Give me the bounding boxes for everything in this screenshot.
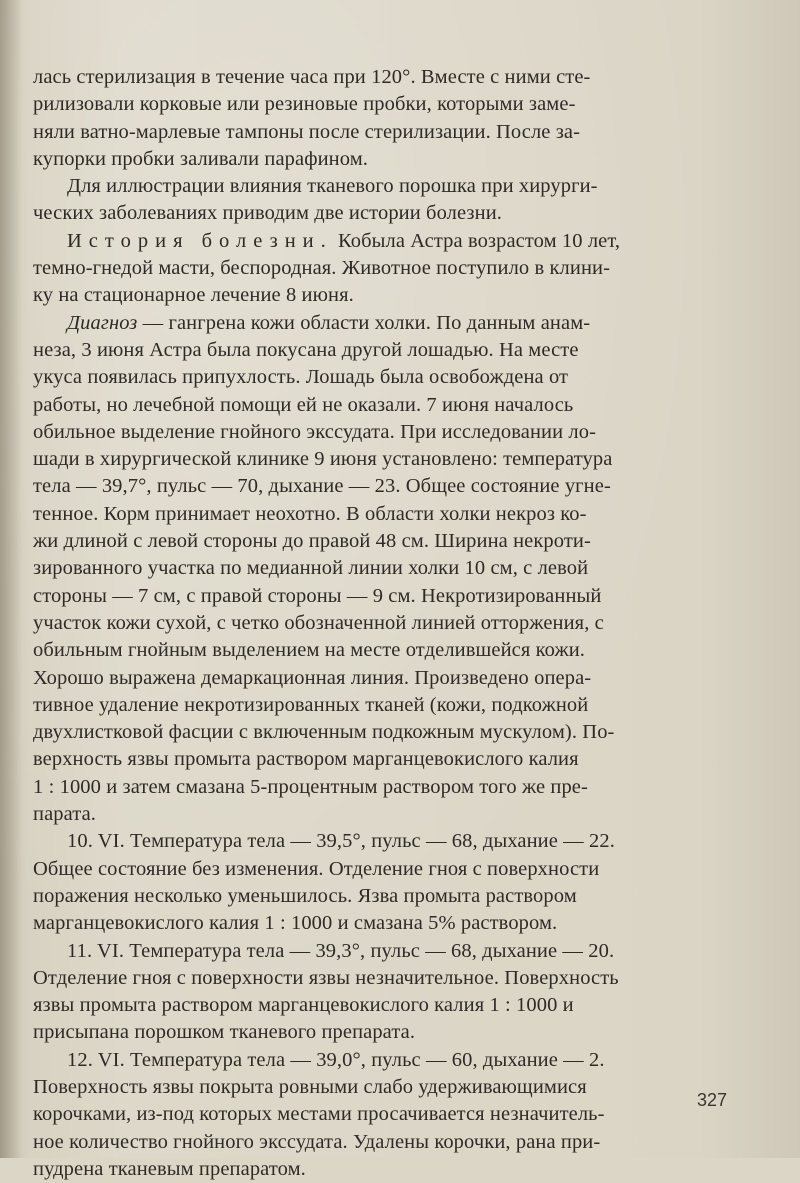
text-line xyxy=(33,1047,741,1074)
text-line xyxy=(33,501,741,528)
line-text: Для иллюстрации влияния тканевого порошка при хирурги- xyxy=(67,175,598,198)
text-line xyxy=(33,255,741,282)
text-line xyxy=(33,1101,741,1128)
text-line xyxy=(33,528,741,555)
text-line xyxy=(33,665,741,692)
text-line xyxy=(33,446,741,473)
text-line xyxy=(33,200,741,227)
line-text: Общее состояние без изменения. Отделение гноя с поверхности xyxy=(33,857,600,880)
text-line xyxy=(33,992,741,1019)
line-text: купорки пробки заливали парафином. xyxy=(33,147,368,170)
line-text: укуса появилась припухлость. Лошадь была освобождена от xyxy=(33,366,569,389)
line-text: поражения несколько уменьшилось. Язва промыта раствором xyxy=(33,884,577,907)
text-line xyxy=(33,364,741,391)
line-text: — гангрена кожи области холки. По данным анам- xyxy=(137,311,591,334)
line-text: обильное выделение гнойного экссудата. При исследовании ло- xyxy=(33,420,596,443)
text-line xyxy=(33,228,741,255)
text-line xyxy=(33,473,741,500)
line-text: 10. VI. Температура тела — 39,5°, пульс — 68, дыхание — 22. xyxy=(67,830,615,853)
line-text: 12. VI. Температура тела — 39,0°, пульс — 60, дыхание — 2. xyxy=(67,1048,605,1071)
line-text: темно-гнедой масти, беспородная. Животное поступило в клини- xyxy=(33,257,611,280)
line-text: обильным гнойным выделением на месте отделившейся кожи. xyxy=(33,639,586,662)
line-text: тела — 39,7°, пульс — 70, дыхание — 23. Общее состояние угне- xyxy=(33,475,611,498)
line-text: Кобыла Астра возрастом 10 лет, xyxy=(332,229,621,252)
line-text: присыпана порошком тканевого препарата. xyxy=(33,1021,416,1044)
text-line xyxy=(33,91,741,118)
text-line xyxy=(33,282,741,309)
text-line xyxy=(33,146,741,173)
text-line xyxy=(33,719,741,746)
line-text: корочками, из-под которых местами просачивается незначитель- xyxy=(33,1103,605,1126)
line-text: няли ватно-марлевые тампоны после стерилизации. После за- xyxy=(33,120,581,143)
line-text: Поверхность язвы покрыта ровными слабо удерживающимися xyxy=(33,1075,587,1098)
body-text xyxy=(33,64,741,1183)
text-line xyxy=(33,637,741,664)
line-text: 1 : 1000 и затем смазана 5-процентным раствором того же пре- xyxy=(33,775,588,798)
line-text: ное количество гнойного экссудата. Удалены корочки, рана при- xyxy=(33,1130,601,1153)
text-line xyxy=(33,746,741,773)
line-text: язвы промыта раствором марганцевокислого калия 1 : 1000 и xyxy=(33,994,574,1017)
line-text: ческих заболеваниях приводим две истории болезни. xyxy=(33,202,502,225)
text-line xyxy=(33,1129,741,1156)
text-line xyxy=(33,419,741,446)
text-line xyxy=(33,64,741,91)
text-line xyxy=(33,583,741,610)
text-line xyxy=(33,692,741,719)
text-line xyxy=(33,910,741,937)
line-text: стороны — 7 см, с правой стороны — 9 см. Некротизированный xyxy=(33,584,602,607)
line-text: неза, 3 июня Астра была покусана другой лошадью. На месте xyxy=(33,338,579,361)
line-text: марганцевокислого калия 1 : 1000 и смазана 5% раствором. xyxy=(33,912,558,935)
text-line xyxy=(33,938,741,965)
line-text: жи длиной с левой стороны до правой 48 см. Ширина некроти- xyxy=(33,530,591,553)
section-heading: История болезни. xyxy=(67,229,333,252)
text-line xyxy=(33,310,741,337)
text-line xyxy=(33,828,741,855)
page-number: 327 xyxy=(697,1090,728,1110)
line-text: зированного участка по медианной линии холки 10 см, с левой xyxy=(33,557,589,580)
line-text: Хорошо выражена демаркационная линия. Произведено опера- xyxy=(33,666,592,689)
line-text: работы, но лечебной помощи ей не оказали. 7 июня началось xyxy=(33,393,574,416)
page-spine-shadow xyxy=(0,0,22,1158)
text-line xyxy=(33,1074,741,1101)
line-text: тивное удаление некротизированных тканей (кожи, подкожной xyxy=(33,693,589,716)
line-text: тенное. Корм принимает неохотно. В области холки некроз ко- xyxy=(33,502,587,525)
line-text: парата. xyxy=(33,803,97,826)
line-text: 11. VI. Температура тела — 39,3°, пульс — 68, дыхание — 20. xyxy=(67,939,615,962)
line-text: верхность язвы промыта раствором марганцевокислого калия xyxy=(33,748,579,771)
text-line xyxy=(33,173,741,200)
text-line xyxy=(33,555,741,582)
line-text: рилизовали корковые или резиновые пробки, которыми заме- xyxy=(33,93,576,116)
line-text: пудрена тканевым препаратом. xyxy=(33,1157,306,1180)
text-line xyxy=(33,119,741,146)
text-line xyxy=(33,392,741,419)
line-text: двухлистковой фасции с включенным подкожным мускулом). По- xyxy=(33,721,615,744)
text-line xyxy=(33,337,741,364)
line-text: шади в хирургической клинике 9 июня установлено: температура xyxy=(33,448,613,471)
text-line xyxy=(33,610,741,637)
text-line xyxy=(33,965,741,992)
line-text: лась стерилизация в течение часа при 120°. Вместе с ними сте- xyxy=(33,66,591,88)
text-line xyxy=(33,1156,741,1183)
text-line xyxy=(33,801,741,828)
line-text: участок кожи сухой, с четко обозначенной линией отторжения, с xyxy=(33,611,604,634)
text-line xyxy=(33,883,741,910)
line-text: ку на стационарное лечение 8 июня. xyxy=(33,284,354,307)
diagnosis-label: Диагноз xyxy=(67,311,138,334)
text-line xyxy=(33,856,741,883)
line-text: Отделение гноя с поверхности язвы незначительное. Поверхность xyxy=(33,966,619,989)
text-line xyxy=(33,1019,741,1046)
text-line xyxy=(33,774,741,801)
